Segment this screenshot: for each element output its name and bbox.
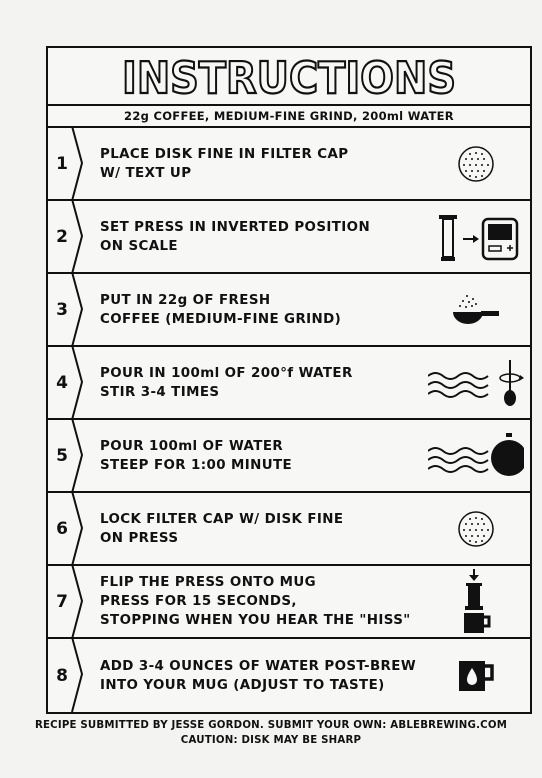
- step-text: [100, 420, 400, 491]
- steps-list: [48, 128, 530, 714]
- step-text-line: LOCK FILTER CAP W/ DISK FINE: [100, 511, 344, 527]
- page-title: [119, 53, 459, 99]
- coffee-scoop-icon: [451, 290, 501, 330]
- step-text-line: W/ TEXT UP: [100, 165, 192, 181]
- step-text: [100, 493, 400, 564]
- title-bar: [48, 48, 530, 106]
- step-divider-chevron: [70, 126, 84, 201]
- step-number: 4: [56, 372, 68, 393]
- step-text-line: STIR 3-4 TIMES: [100, 384, 220, 400]
- step-text-line: SET PRESS IN INVERTED POSITION: [100, 219, 371, 235]
- step-3: [48, 274, 530, 347]
- step-text-line: STEEP FOR 1:00 MINUTE: [100, 457, 293, 473]
- step-divider-chevron: [70, 345, 84, 420]
- step-number: 2: [56, 226, 68, 247]
- step-text-line: ON PRESS: [100, 530, 179, 546]
- step-text-line: COFFEE (MEDIUM-FINE GRIND): [100, 311, 342, 327]
- water-stir-icon: [428, 358, 524, 408]
- step-text-line: ADD 3-4 OUNCES OF WATER POST-BREW: [100, 658, 416, 674]
- step-divider-chevron: [70, 564, 84, 639]
- step-text: [100, 201, 400, 272]
- step-divider-chevron: [70, 272, 84, 347]
- title-text: INSTRUCTIONS: [122, 53, 456, 99]
- step-1: [48, 128, 530, 201]
- step-2: [48, 201, 530, 274]
- step-divider-chevron: [70, 491, 84, 566]
- step-text-line: STOPPING WHEN YOU HEAR THE "HISS": [100, 613, 411, 628]
- step-text-line: FLIP THE PRESS ONTO MUG: [100, 575, 317, 590]
- disk-filter-icon: [456, 509, 496, 549]
- step-4: [48, 347, 530, 420]
- footer-credit: RECIPE SUBMITTED BY JESSE GORDON. SUBMIT YOUR OWN: ABLEBREWING.COM: [34, 720, 508, 731]
- step-divider-chevron: [70, 199, 84, 274]
- step-divider-chevron: [70, 637, 84, 712]
- step-number: 3: [56, 299, 68, 320]
- step-text: [100, 347, 400, 418]
- step-text-line: INTO YOUR MUG (ADJUST TO TASTE): [100, 677, 385, 693]
- step-divider-chevron: [70, 418, 84, 493]
- step-8: [48, 639, 530, 712]
- disk-filter-icon: [456, 144, 496, 184]
- step-text-line: POUR 100ml OF WATER: [100, 438, 284, 454]
- step-text: [100, 639, 440, 712]
- step-text-line: POUR IN 100ml OF 200°f WATER: [100, 365, 353, 381]
- step-text-line: PRESS FOR 15 SECONDS,: [100, 594, 297, 609]
- recipe-summary: 22g COFFEE, MEDIUM-FINE GRIND, 200ml WATER: [48, 106, 530, 128]
- step-text: [100, 274, 400, 345]
- step-number: 7: [56, 591, 68, 612]
- step-6: [48, 493, 530, 566]
- step-5: [48, 420, 530, 493]
- step-number: 8: [56, 665, 68, 686]
- instruction-card: [46, 46, 532, 714]
- step-number: 5: [56, 445, 68, 466]
- mug-water-icon: [457, 659, 495, 693]
- step-text-line: PUT IN 22g OF FRESH: [100, 292, 271, 308]
- step-text: [100, 566, 430, 637]
- water-timer-icon: [428, 431, 524, 481]
- step-7: [48, 566, 530, 639]
- press-on-scale-icon: [433, 211, 519, 263]
- step-number: 1: [56, 153, 68, 174]
- step-number: 6: [56, 518, 68, 539]
- footer: [0, 718, 542, 748]
- press-onto-mug-icon: [459, 569, 493, 635]
- step-text-line: PLACE DISK FINE IN FILTER CAP: [100, 146, 349, 162]
- step-text: [100, 128, 400, 199]
- step-text-line: ON SCALE: [100, 238, 178, 254]
- footer-caution: CAUTION: DISK MAY BE SHARP: [180, 735, 362, 746]
